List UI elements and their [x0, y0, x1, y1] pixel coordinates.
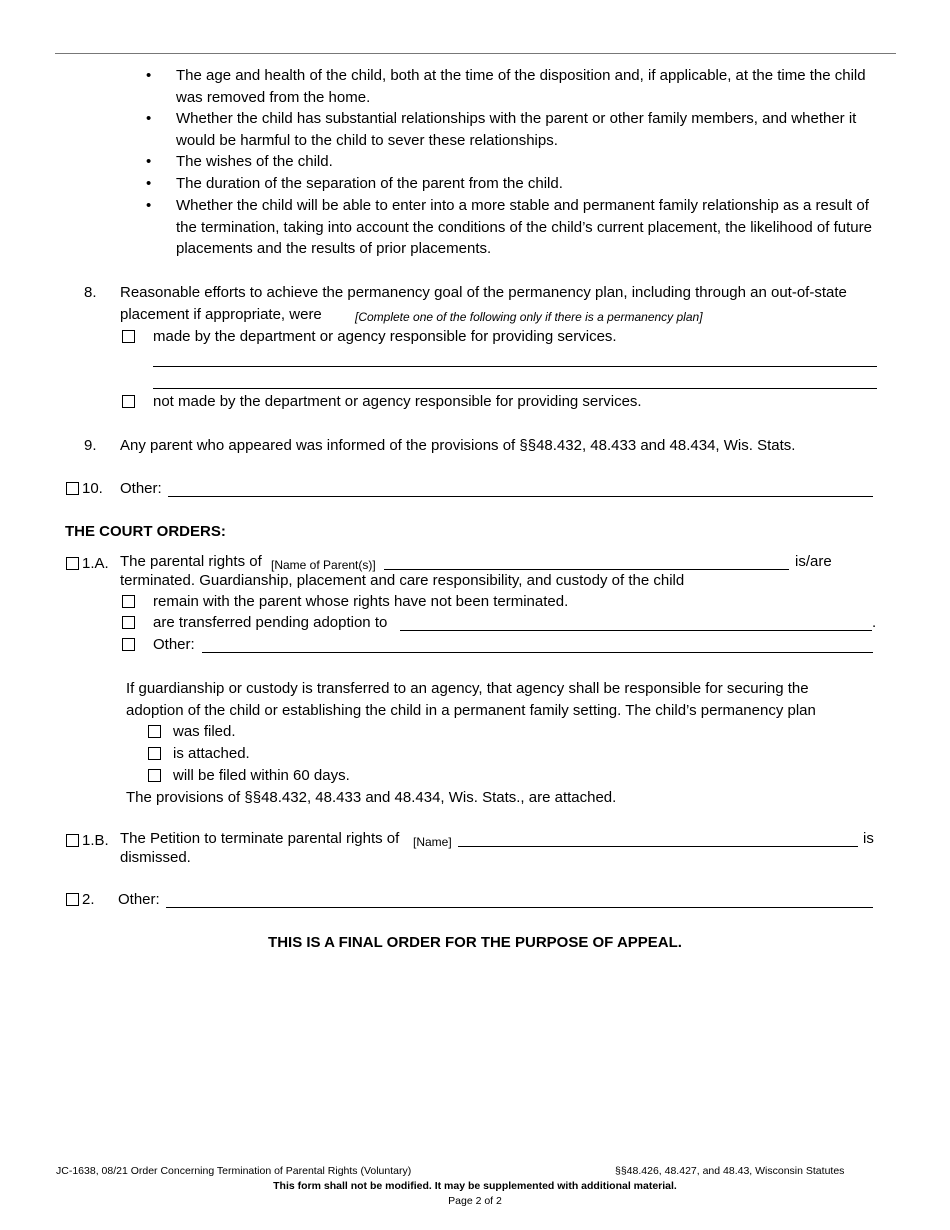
order-1a-text: The parental rights of	[120, 553, 262, 570]
item-number: 8.	[84, 284, 97, 301]
parent-name-field[interactable]	[384, 569, 789, 570]
item-number: 10.	[82, 480, 103, 497]
name-placeholder: [Name]	[413, 835, 452, 849]
page-number: Page 2 of 2	[448, 1195, 502, 1207]
bullet-icon: •	[146, 67, 152, 84]
period: .	[872, 614, 877, 631]
order-1a-other-checkbox[interactable]	[122, 638, 135, 651]
footer-notice: This form shall not be modified. It may be supplemented with additional material.	[273, 1180, 677, 1192]
efforts-made-checkbox[interactable]	[122, 330, 135, 343]
bullet-text: Whether the child will be able to enter into a more stable and permanent family relationship as a result of the termination, taking into account the conditions of the child’s current placement, the likelihood of future placements and the results of prior placements.	[176, 197, 872, 257]
plan-attached-label: is attached.	[173, 745, 250, 762]
order-1b-line2: dismissed.	[120, 849, 191, 866]
order-number: 1.A.	[82, 555, 109, 572]
efforts-not-made-label: not made by the department or agency responsible for providing services.	[153, 393, 642, 410]
order-1a-line2: terminated. Guardianship, placement and care responsibility, and custody of the child	[120, 572, 685, 589]
order-2-other-label: Other:	[118, 891, 160, 908]
item8-text-line1: Reasonable efforts to achieve the permanency goal of the permanency plan, including through an out-of-state	[120, 284, 847, 301]
efforts-not-made-checkbox[interactable]	[122, 395, 135, 408]
agency-paragraph-line2: adoption of the child or establishing the child in a permanent family setting. The child’s permanency plan	[126, 702, 816, 719]
item9-text: Any parent who appeared was informed of the provisions of §§48.432, 48.433 and 48.434, Wis. Stats.	[120, 437, 796, 454]
transferred-adoption-label: are transferred pending adoption to	[153, 614, 388, 631]
plan-attached-checkbox[interactable]	[148, 747, 161, 760]
item10-other-label: Other:	[120, 480, 162, 497]
court-orders-heading: THE COURT ORDERS:	[65, 523, 226, 540]
top-divider	[55, 53, 896, 54]
petition-name-field[interactable]	[458, 846, 858, 847]
order-1b-text: The Petition to terminate parental rights of	[120, 830, 400, 847]
item8-instruction: [Complete one of the following only if there is a permanency plan]	[355, 310, 703, 324]
bullet-icon: •	[146, 153, 152, 170]
bullet-icon: •	[146, 175, 152, 192]
bullet-text: The age and health of the child, both at the time of the disposition and, if applicable, at the time the child was removed from the home.	[176, 67, 866, 106]
remain-with-parent-label: remain with the parent whose rights have not been terminated.	[153, 593, 569, 610]
bullet-text: Whether the child has substantial relationships with the parent or other family members, and whether it would be harmful to the child to sever these relationships.	[176, 110, 857, 149]
order-1b-checkbox[interactable]	[66, 834, 79, 847]
item8-text-line2: placement if appropriate, were	[120, 306, 322, 323]
order-1a-other-field[interactable]	[202, 652, 873, 653]
bullet-text: The wishes of the child.	[176, 153, 333, 170]
order-2-checkbox[interactable]	[66, 893, 79, 906]
parent-name-placeholder: [Name of Parent(s)]	[271, 558, 376, 572]
efforts-made-label: made by the department or agency responsible for providing services.	[153, 328, 617, 345]
order-1a-isare: is/are	[795, 553, 832, 570]
order-1b-is: is	[863, 830, 874, 847]
provisions-text: The provisions of §§48.432, 48.433 and 48.434, Wis. Stats., are attached.	[126, 789, 617, 806]
agency-paragraph-line1: If guardianship or custody is transferred to an agency, that agency shall be responsible for securing the	[126, 680, 809, 697]
item-number: 9.	[84, 437, 97, 454]
adoption-agency-field[interactable]	[400, 630, 872, 631]
order-1a-other-label: Other:	[153, 636, 195, 653]
order-number: 2.	[82, 891, 95, 908]
plan-filed-checkbox[interactable]	[148, 725, 161, 738]
footer-statutes: §§48.426, 48.427, and 48.43, Wisconsin Statutes	[615, 1165, 845, 1177]
order-number: 1.B.	[82, 832, 109, 849]
plan-will-file-checkbox[interactable]	[148, 769, 161, 782]
plan-will-file-label: will be filed within 60 days.	[173, 767, 350, 784]
final-order-statement: THIS IS A FINAL ORDER FOR THE PURPOSE OF APPEAL.	[268, 934, 682, 951]
explanation-line-1[interactable]	[153, 366, 877, 367]
transferred-adoption-checkbox[interactable]	[122, 616, 135, 629]
item10-checkbox[interactable]	[66, 482, 79, 495]
remain-with-parent-checkbox[interactable]	[122, 595, 135, 608]
order-2-other-field[interactable]	[166, 907, 873, 908]
footer-form-id: JC-1638, 08/21 Order Concerning Termination of Parental Rights (Voluntary)	[56, 1165, 412, 1177]
order-1a-checkbox[interactable]	[66, 557, 79, 570]
plan-filed-label: was filed.	[173, 723, 236, 740]
bullet-icon: •	[146, 197, 152, 214]
bullet-icon: •	[146, 110, 152, 127]
explanation-line-2[interactable]	[153, 388, 877, 389]
item10-other-field[interactable]	[168, 496, 873, 497]
bullet-text: The duration of the separation of the parent from the child.	[176, 175, 563, 192]
